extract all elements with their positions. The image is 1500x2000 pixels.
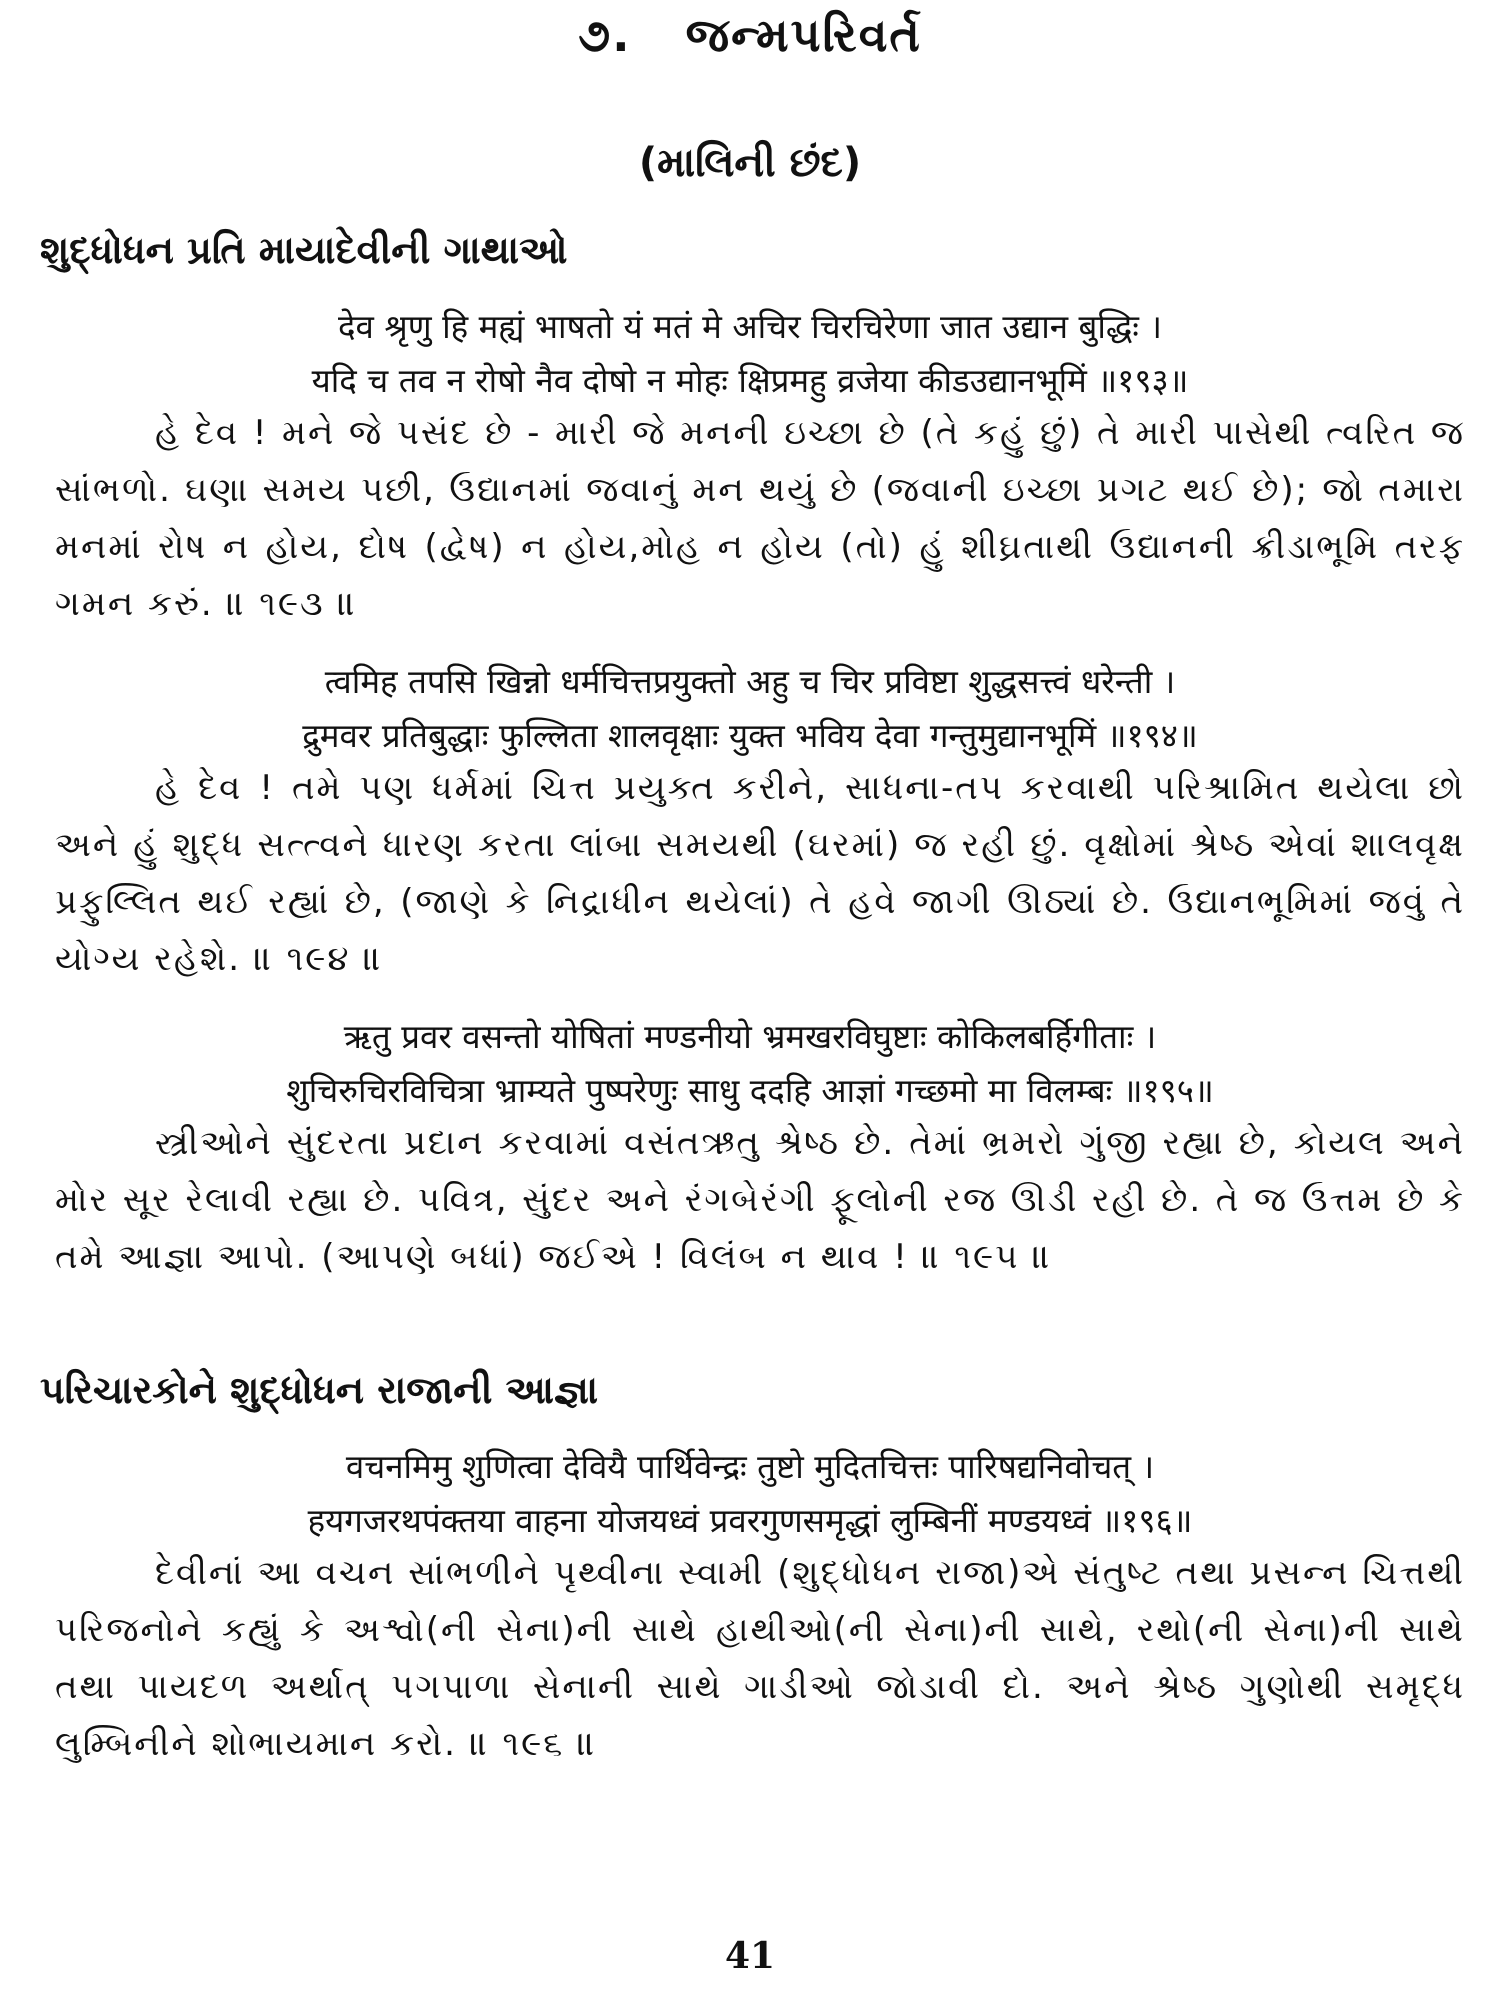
verse-line: शुचिरुचिरविचित्रा भ्राम्यते पुष्परेणुः साधु ददहि आज्ञां गच्छमो मा विलम्बः ॥१९५॥ xyxy=(286,1071,1214,1110)
translation-text: દેવીનાં આ વચન સાંભળીને પૃથ્વીના સ્વામી (શુદ્ધોધન રાજા)એ સંતુષ્ટ તથા પ્રસન્ન ચિત્તથી પરિજનોને કહ્યું કે અશ્વો(ની સેના)ની સાથે હાથીઓ(ની સેના)ની સાથે, રથો(ની સેના)ની સાથે તથા પાયદળ અર્થાત્ પગપાળા સેનાની સાથે ગાડીઓ જોડાવી દો. અને શ્રેષ્ઠ ગુણોથી સમૃદ્ધ લુમ્બિનીને શોભાયમાન કરો. ॥ ૧૯૬ ॥ xyxy=(55,1553,1465,1764)
sanskrit-verse-193 xyxy=(40,300,1460,408)
chapter-title xyxy=(0,8,1500,64)
verse-line: हयगजरथपंक्तया वाहना योजयध्वं प्रवरगुणसमृद्धां लुम्बिनीं मण्डयध्वं ॥१९६॥ xyxy=(307,1501,1193,1540)
translation-text: હે દેવ ! તમે પણ ધર્મમાં ચિત્ત પ્રયુક્ત કરીને, સાધના-તપ કરવાથી પરિશ્રામિત થયેલા છો અને હું શુદ્ધ સત્ત્વને ધારણ કરતા લાંબા સમયથી (ઘરમાં) જ રહી છું. વૃક્ષોમાં શ્રેષ્ઠ એવાં શાલવૃક્ષ પ્રફુલ્લિત થઈ રહ્યાં છે, (જાણે કે નિદ્રાધીન થયેલાં) તે હવે જાગી ઊઠ્યાં છે. ઉદ્યાનભૂમિમાં જવું તે યોગ્ય રહેશે. ॥ ૧૯૪ ॥ xyxy=(55,768,1465,979)
verse-line: देव श्रृणु हि मह्यं भाषतो यं मतं मे अचिर चिरचिरेणा जात उद्यान बुद्धिः । xyxy=(338,307,1162,346)
translation-text: સ્ત્રીઓને સુંદરતા પ્રદાન કરવામાં વસંતઋતુ શ્રેષ્ઠ છે. તેમાં ભ્રમરો ગુંજી રહ્યા છે, કોયલ અને મોર સૂર રેલાવી રહ્યા છે. પવિત્ર, સુંદર અને રંગબેરંગી ફૂલોની રજ ઊડી રહી છે. તે જ ઉત્તમ છે કે તમે આજ્ઞા આપો. (આપણે બધાં) જઈએ ! વિલંબ ન થાવ ! ॥ ૧૯૫ ॥ xyxy=(55,1123,1465,1277)
section-heading: પરિચારકોને શુદ્ધોધન રાજાની આજ્ઞા xyxy=(40,1368,599,1412)
verse-line: वचनमिमु शुणित्वा देवियै पार्थिवेन्द्रः तुष्टो मुदितचित्तः पारिषद्यनिवोचत् । xyxy=(345,1447,1155,1486)
verse-line: ऋतु प्रवर वसन्तो योषितां मण्डनीयो भ्रमखरविघुष्टाः कोकिलबर्हिगीताः । xyxy=(343,1017,1157,1056)
sanskrit-verse-194 xyxy=(40,655,1460,763)
translation-195 xyxy=(55,1115,1465,1286)
page-number: 41 xyxy=(724,1935,776,1977)
translation-text: હે દેવ ! મને જે પસંદ છે - મારી જે મનની ઇચ્છા છે (તે કહું છું) તે મારી પાસેથી ત્વરિત જ સાંભળો. ઘણા સમય પછી, ઉદ્યાનમાં જવાનું મન થયું છે (જવાની ઇચ્છા પ્રગટ થઈ છે); જો તમારા મનમાં રોષ ન હોય, દોષ (દ્વેષ) ન હોય,મોહ ન હોય (તો) હું શીઘ્રતાથી ઉદ્યાનની ક્રીડાભૂમિ તરફ ગમન કરું. ॥ ૧૯૩ ॥ xyxy=(55,413,1465,624)
translation-193 xyxy=(55,405,1465,633)
translation-196 xyxy=(55,1545,1465,1773)
sanskrit-verse-195 xyxy=(40,1010,1460,1118)
chapter-name: જન્મપરિવર્ત xyxy=(685,8,922,62)
translation-194 xyxy=(55,760,1465,988)
meter-label: (માલિની છંદ) xyxy=(638,140,862,186)
sanskrit-verse-196 xyxy=(40,1440,1460,1548)
section-heading: શુદ્ધોધન પ્રતિ માયાદેવીની ગાથાઓ xyxy=(40,228,568,272)
verse-line: यदि च तव न रोषो नैव दोषो न मोहः क्षिप्रमहु व्रजेया कीडउद्यानभूमिं ॥१९३॥ xyxy=(311,361,1189,400)
verse-line: त्वमिह तपसि खिन्नो धर्मचित्तप्रयुक्तो अहु च चिर प्रविष्टा शुद्धसत्त्वं धरेन्ती । xyxy=(324,662,1176,701)
chapter-number: ૭. xyxy=(578,8,632,62)
verse-line: द्रुमवर प्रतिबुद्धाः फुल्लिता शालवृक्षाः युक्त भविय देवा गन्तुमुद्यानभूमिं ॥१९४॥ xyxy=(302,716,1198,755)
